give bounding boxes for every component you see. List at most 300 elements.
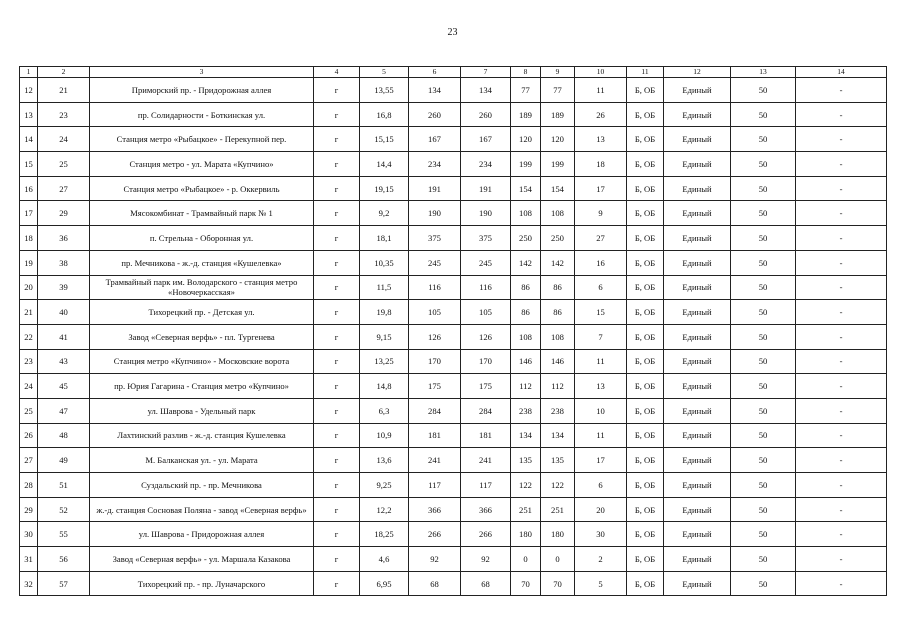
table-row [20,275,887,300]
col-9-value-cell: 77 [541,78,575,103]
tariff-cell: Единый [664,78,731,103]
col-13-value-cell: 50 [731,349,796,374]
column-header: 3 [90,67,314,78]
row-index-cell: 28 [20,473,38,498]
col-6-value-cell: 181 [409,423,461,448]
table-row [20,349,887,374]
col-7-value-cell: 134 [461,78,511,103]
route-number-cell: 39 [38,275,90,300]
col-6-value-cell: 126 [409,324,461,349]
route-number-cell: 55 [38,522,90,547]
column-header: 14 [796,67,887,78]
col-7-value-cell: 167 [461,127,511,152]
col-10-value-cell: 9 [575,201,627,226]
tariff-cell: Единый [664,448,731,473]
col-10-value-cell: 17 [575,176,627,201]
route-length-cell: 15,15 [360,127,409,152]
col-10-value-cell: 6 [575,473,627,498]
col-14-value-cell: - [796,226,887,251]
column-header: 9 [541,67,575,78]
col-10-value-cell: 30 [575,522,627,547]
transport-class-cell: Б, ОБ [627,374,664,399]
col-8-value-cell: 70 [511,571,541,596]
route-name-cell: ж.-д. станция Сосновая Поляна - завод «Северная верфь» [90,497,314,522]
route-number-cell: 45 [38,374,90,399]
col-14-value-cell: - [796,275,887,300]
col-14-value-cell: - [796,78,887,103]
route-name-cell: Завод «Северная верфь» - ул. Маршала Казакова [90,547,314,572]
col-9-value-cell: 122 [541,473,575,498]
route-type-cell: г [314,374,360,399]
route-length-cell: 11,5 [360,275,409,300]
col-9-value-cell: 86 [541,300,575,325]
col-7-value-cell: 241 [461,448,511,473]
col-6-value-cell: 241 [409,448,461,473]
col-7-value-cell: 68 [461,571,511,596]
table-row [20,423,887,448]
col-8-value-cell: 146 [511,349,541,374]
row-index-cell: 15 [20,152,38,177]
route-type-cell: г [314,473,360,498]
col-10-value-cell: 26 [575,102,627,127]
tariff-cell: Единый [664,102,731,127]
route-number-cell: 47 [38,398,90,423]
col-10-value-cell: 15 [575,300,627,325]
col-10-value-cell: 5 [575,571,627,596]
route-length-cell: 18,1 [360,226,409,251]
col-6-value-cell: 260 [409,102,461,127]
table-row [20,398,887,423]
route-number-cell: 43 [38,349,90,374]
col-13-value-cell: 50 [731,374,796,399]
col-8-value-cell: 199 [511,152,541,177]
col-6-value-cell: 190 [409,201,461,226]
table-row [20,374,887,399]
route-number-cell: 21 [38,78,90,103]
route-type-cell: г [314,448,360,473]
col-13-value-cell: 50 [731,448,796,473]
col-6-value-cell: 170 [409,349,461,374]
row-index-cell: 22 [20,324,38,349]
col-6-value-cell: 191 [409,176,461,201]
column-header: 11 [627,67,664,78]
transport-class-cell: Б, ОБ [627,473,664,498]
col-10-value-cell: 6 [575,275,627,300]
row-index-cell: 31 [20,547,38,572]
route-name-cell: п. Стрельна - Оборонная ул. [90,226,314,251]
col-7-value-cell: 181 [461,423,511,448]
route-length-cell: 4,6 [360,547,409,572]
column-header: 12 [664,67,731,78]
route-number-cell: 49 [38,448,90,473]
table-row [20,176,887,201]
col-9-value-cell: 154 [541,176,575,201]
col-8-value-cell: 86 [511,275,541,300]
route-length-cell: 18,25 [360,522,409,547]
col-6-value-cell: 116 [409,275,461,300]
col-10-value-cell: 16 [575,250,627,275]
table-row [20,448,887,473]
col-6-value-cell: 68 [409,571,461,596]
page-number: 23 [447,27,458,38]
col-14-value-cell: - [796,324,887,349]
row-index-cell: 27 [20,448,38,473]
route-number-cell: 27 [38,176,90,201]
route-type-cell: г [314,127,360,152]
tariff-cell: Единый [664,250,731,275]
route-type-cell: г [314,201,360,226]
row-index-cell: 19 [20,250,38,275]
transport-class-cell: Б, ОБ [627,300,664,325]
row-index-cell: 29 [20,497,38,522]
tariff-cell: Единый [664,423,731,448]
col-7-value-cell: 92 [461,547,511,572]
col-13-value-cell: 50 [731,152,796,177]
table-row [20,571,887,596]
row-index-cell: 14 [20,127,38,152]
col-6-value-cell: 266 [409,522,461,547]
route-type-cell: г [314,78,360,103]
table-row [20,102,887,127]
tariff-cell: Единый [664,300,731,325]
table-row [20,201,887,226]
col-8-value-cell: 77 [511,78,541,103]
col-14-value-cell: - [796,176,887,201]
column-header: 5 [360,67,409,78]
col-6-value-cell: 167 [409,127,461,152]
col-14-value-cell: - [796,423,887,448]
col-6-value-cell: 234 [409,152,461,177]
col-7-value-cell: 284 [461,398,511,423]
col-8-value-cell: 108 [511,324,541,349]
route-name-cell: Завод «Северная верфь» - пл. Тургенева [90,324,314,349]
route-length-cell: 9,25 [360,473,409,498]
route-type-cell: г [314,349,360,374]
tariff-cell: Единый [664,349,731,374]
route-length-cell: 13,6 [360,448,409,473]
col-14-value-cell: - [796,547,887,572]
transport-class-cell: Б, ОБ [627,324,664,349]
column-header: 4 [314,67,360,78]
route-type-cell: г [314,300,360,325]
col-9-value-cell: 146 [541,349,575,374]
column-header: 1 [20,67,38,78]
col-7-value-cell: 175 [461,374,511,399]
col-13-value-cell: 50 [731,176,796,201]
col-14-value-cell: - [796,300,887,325]
col-14-value-cell: - [796,473,887,498]
table-row [20,250,887,275]
route-length-cell: 19,8 [360,300,409,325]
col-9-value-cell: 86 [541,275,575,300]
col-8-value-cell: 122 [511,473,541,498]
col-10-value-cell: 2 [575,547,627,572]
col-14-value-cell: - [796,349,887,374]
col-13-value-cell: 50 [731,201,796,226]
col-7-value-cell: 126 [461,324,511,349]
route-length-cell: 14,4 [360,152,409,177]
col-8-value-cell: 135 [511,448,541,473]
transport-class-cell: Б, ОБ [627,201,664,226]
row-index-cell: 13 [20,102,38,127]
route-number-cell: 40 [38,300,90,325]
col-9-value-cell: 250 [541,226,575,251]
col-14-value-cell: - [796,201,887,226]
route-number-cell: 24 [38,127,90,152]
route-type-cell: г [314,571,360,596]
route-name-cell: Лахтинский разлив - ж.-д. станция Кушелевка [90,423,314,448]
route-number-cell: 48 [38,423,90,448]
col-10-value-cell: 13 [575,374,627,399]
col-13-value-cell: 50 [731,423,796,448]
col-7-value-cell: 245 [461,250,511,275]
col-8-value-cell: 154 [511,176,541,201]
tariff-cell: Единый [664,522,731,547]
route-name-cell: М. Балканская ул. - ул. Марата [90,448,314,473]
col-9-value-cell: 251 [541,497,575,522]
table-row [20,324,887,349]
route-type-cell: г [314,497,360,522]
route-type-cell: г [314,176,360,201]
col-9-value-cell: 142 [541,250,575,275]
tariff-cell: Единый [664,571,731,596]
col-14-value-cell: - [796,448,887,473]
col-9-value-cell: 112 [541,374,575,399]
col-13-value-cell: 50 [731,102,796,127]
col-13-value-cell: 50 [731,300,796,325]
col-10-value-cell: 7 [575,324,627,349]
col-7-value-cell: 116 [461,275,511,300]
col-8-value-cell: 134 [511,423,541,448]
col-8-value-cell: 86 [511,300,541,325]
col-14-value-cell: - [796,398,887,423]
route-type-cell: г [314,250,360,275]
col-7-value-cell: 170 [461,349,511,374]
col-14-value-cell: - [796,102,887,127]
col-8-value-cell: 251 [511,497,541,522]
col-7-value-cell: 190 [461,201,511,226]
transport-class-cell: Б, ОБ [627,547,664,572]
col-14-value-cell: - [796,522,887,547]
col-13-value-cell: 50 [731,226,796,251]
route-number-cell: 36 [38,226,90,251]
col-14-value-cell: - [796,250,887,275]
row-index-cell: 18 [20,226,38,251]
route-number-cell: 41 [38,324,90,349]
route-type-cell: г [314,102,360,127]
route-name-cell: Станция метро - ул. Марата «Купчино» [90,152,314,177]
col-10-value-cell: 11 [575,349,627,374]
col-6-value-cell: 134 [409,78,461,103]
col-13-value-cell: 50 [731,473,796,498]
route-number-cell: 52 [38,497,90,522]
transport-class-cell: Б, ОБ [627,448,664,473]
col-10-value-cell: 11 [575,78,627,103]
col-10-value-cell: 17 [575,448,627,473]
col-7-value-cell: 234 [461,152,511,177]
row-index-cell: 16 [20,176,38,201]
col-10-value-cell: 18 [575,152,627,177]
route-name-cell: Мясокомбинат - Трамвайный парк № 1 [90,201,314,226]
col-13-value-cell: 50 [731,324,796,349]
row-index-cell: 17 [20,201,38,226]
col-10-value-cell: 11 [575,423,627,448]
route-length-cell: 9,15 [360,324,409,349]
tariff-cell: Единый [664,547,731,572]
route-name-cell: Станция метро «Рыбацкое» - Перекупной пер. [90,127,314,152]
route-number-cell: 38 [38,250,90,275]
col-9-value-cell: 238 [541,398,575,423]
column-header: 8 [511,67,541,78]
col-9-value-cell: 108 [541,201,575,226]
route-name-cell: пр. Юрия Гагарина - Станция метро «Купчино» [90,374,314,399]
route-length-cell: 6,3 [360,398,409,423]
row-index-cell: 20 [20,275,38,300]
tariff-cell: Единый [664,275,731,300]
tariff-cell: Единый [664,497,731,522]
table-row [20,497,887,522]
route-type-cell: г [314,275,360,300]
tariff-cell: Единый [664,226,731,251]
row-index-cell: 32 [20,571,38,596]
table-row [20,547,887,572]
route-name-cell: Суздальский пр. - пр. Мечникова [90,473,314,498]
route-name-cell: Станция метро «Рыбацкое» - р. Оккервиль [90,176,314,201]
route-type-cell: г [314,324,360,349]
route-name-cell: Приморский пр. - Придорожная аллея [90,78,314,103]
col-9-value-cell: 135 [541,448,575,473]
col-13-value-cell: 50 [731,547,796,572]
table-row [20,300,887,325]
tariff-cell: Единый [664,398,731,423]
route-length-cell: 19,15 [360,176,409,201]
column-header: 10 [575,67,627,78]
col-13-value-cell: 50 [731,78,796,103]
transport-class-cell: Б, ОБ [627,102,664,127]
transport-class-cell: Б, ОБ [627,349,664,374]
col-6-value-cell: 105 [409,300,461,325]
transport-class-cell: Б, ОБ [627,398,664,423]
row-index-cell: 30 [20,522,38,547]
tariff-cell: Единый [664,473,731,498]
col-9-value-cell: 120 [541,127,575,152]
tariff-cell: Единый [664,127,731,152]
route-name-cell: ул. Шаврова - Удельный парк [90,398,314,423]
col-6-value-cell: 175 [409,374,461,399]
column-header: 7 [461,67,511,78]
route-length-cell: 14,8 [360,374,409,399]
transport-class-cell: Б, ОБ [627,571,664,596]
table-row [20,522,887,547]
col-10-value-cell: 10 [575,398,627,423]
route-type-cell: г [314,423,360,448]
tariff-cell: Единый [664,374,731,399]
transport-class-cell: Б, ОБ [627,423,664,448]
transport-class-cell: Б, ОБ [627,275,664,300]
tariff-cell: Единый [664,152,731,177]
table-row [20,226,887,251]
col-10-value-cell: 13 [575,127,627,152]
transport-class-cell: Б, ОБ [627,250,664,275]
col-14-value-cell: - [796,152,887,177]
row-index-cell: 24 [20,374,38,399]
table-row [20,152,887,177]
route-length-cell: 12,2 [360,497,409,522]
col-8-value-cell: 108 [511,201,541,226]
col-14-value-cell: - [796,374,887,399]
column-header: 6 [409,67,461,78]
table-row [20,127,887,152]
transport-class-cell: Б, ОБ [627,497,664,522]
col-9-value-cell: 180 [541,522,575,547]
col-7-value-cell: 117 [461,473,511,498]
route-name-cell: Тихорецкий пр. - пр. Луначарского [90,571,314,596]
col-13-value-cell: 50 [731,127,796,152]
route-number-cell: 25 [38,152,90,177]
route-name-cell: Трамвайный парк им. Володарского - станция метро «Новочеркасская» [90,275,314,300]
route-length-cell: 9,2 [360,201,409,226]
row-index-cell: 26 [20,423,38,448]
column-header: 13 [731,67,796,78]
routes-table [19,66,887,596]
col-8-value-cell: 250 [511,226,541,251]
col-7-value-cell: 366 [461,497,511,522]
route-length-cell: 13,55 [360,78,409,103]
col-8-value-cell: 120 [511,127,541,152]
col-8-value-cell: 180 [511,522,541,547]
col-6-value-cell: 284 [409,398,461,423]
col-8-value-cell: 238 [511,398,541,423]
route-length-cell: 6,95 [360,571,409,596]
col-14-value-cell: - [796,127,887,152]
col-7-value-cell: 266 [461,522,511,547]
col-8-value-cell: 142 [511,250,541,275]
route-length-cell: 16,8 [360,102,409,127]
transport-class-cell: Б, ОБ [627,127,664,152]
transport-class-cell: Б, ОБ [627,152,664,177]
col-13-value-cell: 50 [731,522,796,547]
table-row [20,473,887,498]
col-14-value-cell: - [796,497,887,522]
table-row [20,78,887,103]
row-index-cell: 21 [20,300,38,325]
row-index-cell: 12 [20,78,38,103]
col-6-value-cell: 375 [409,226,461,251]
route-length-cell: 10,35 [360,250,409,275]
col-13-value-cell: 50 [731,250,796,275]
route-number-cell: 23 [38,102,90,127]
col-10-value-cell: 20 [575,497,627,522]
col-7-value-cell: 260 [461,102,511,127]
route-number-cell: 57 [38,571,90,596]
col-7-value-cell: 105 [461,300,511,325]
route-name-cell: Тихорецкий пр. - Детская ул. [90,300,314,325]
route-type-cell: г [314,226,360,251]
col-10-value-cell: 27 [575,226,627,251]
route-number-cell: 51 [38,473,90,498]
col-8-value-cell: 112 [511,374,541,399]
col-6-value-cell: 366 [409,497,461,522]
route-type-cell: г [314,398,360,423]
route-name-cell: ул. Шаврова - Придорожная аллея [90,522,314,547]
col-6-value-cell: 117 [409,473,461,498]
col-9-value-cell: 70 [541,571,575,596]
row-index-cell: 25 [20,398,38,423]
transport-class-cell: Б, ОБ [627,176,664,201]
route-length-cell: 10,9 [360,423,409,448]
col-9-value-cell: 134 [541,423,575,448]
col-7-value-cell: 375 [461,226,511,251]
